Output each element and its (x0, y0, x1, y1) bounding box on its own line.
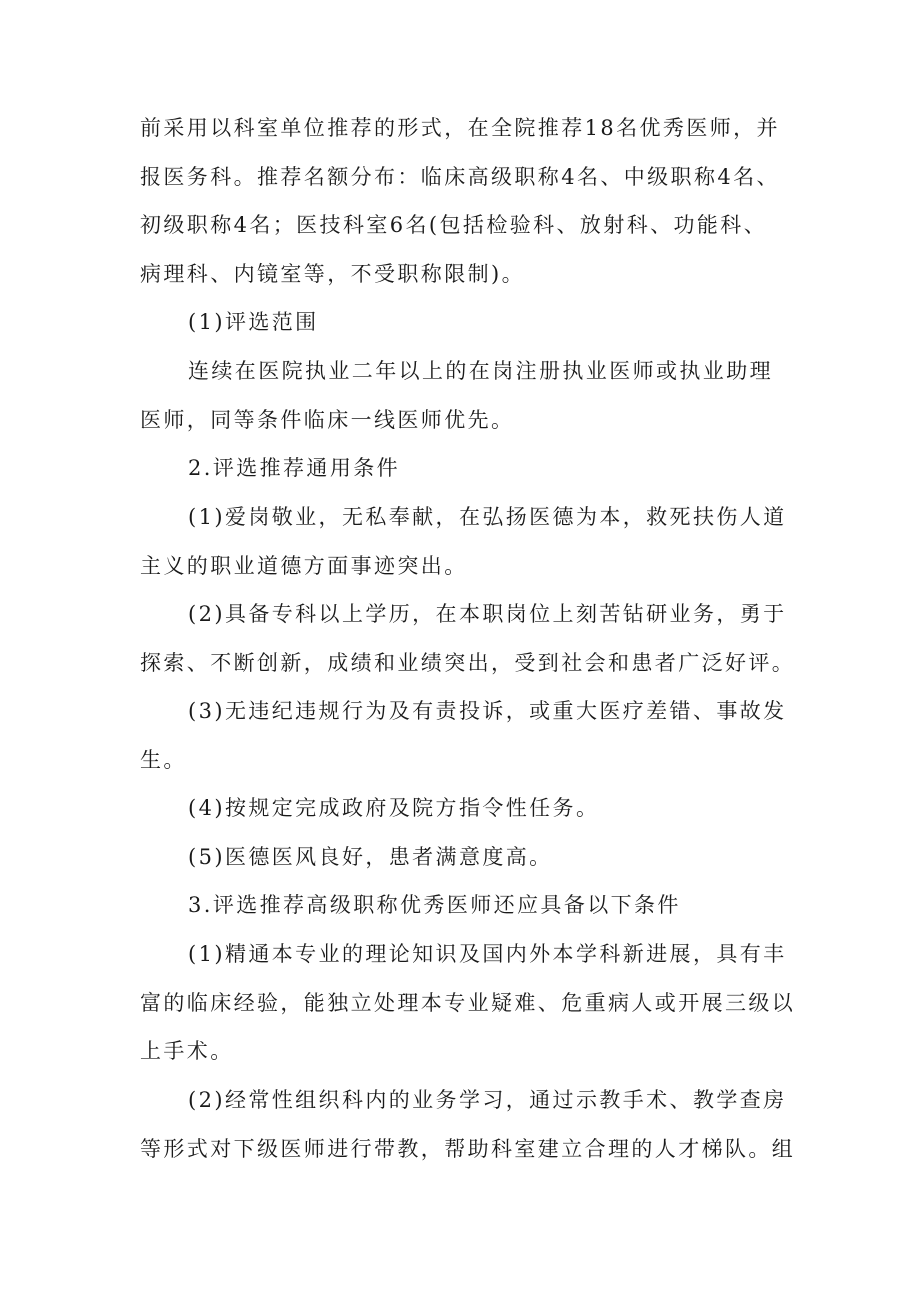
text-line: (2)经常性组织科内的业务学习，通过示教手术、教学查房 (188, 1088, 787, 1112)
text-line: 生。 (140, 747, 187, 772)
text-line: 连续在医院执业二年以上的在岗注册执业医师或执业助理 (188, 359, 773, 383)
text-line: 探索、不断创新，成绩和业绩突出，受到社会和患者广泛好评。 (140, 650, 796, 675)
text-line: 3.评选推荐高级职称优秀医师还应具备以下条件 (188, 893, 681, 917)
text-line: 病理科、内镜室等，不受职称限制)。 (140, 261, 525, 286)
paragraph-condition-4 (140, 784, 785, 833)
text-line: 报医务科。推荐名额分布：临床高级职称4名、中级职称4名、 (140, 164, 780, 189)
text-line: (3)无违纪违规行为及有责投诉，或重大医疗差错、事故发 (188, 699, 787, 723)
text-line: (4)按规定完成政府及院方指令性任务。 (188, 796, 600, 820)
paragraph-selection-scope (140, 347, 785, 444)
paragraph-senior-condition-2 (140, 1076, 796, 1173)
text-line: 主义的职业道德方面事迹突出。 (140, 553, 468, 578)
paragraph-senior-condition-1 (140, 930, 796, 1076)
text-line: 上手术。 (140, 1039, 234, 1063)
paragraph-recommendation-quota (140, 104, 785, 298)
heading-senior-conditions (140, 881, 785, 930)
heading-selection-scope (140, 298, 785, 347)
text-line: 前采用以科室单位推荐的形式，在全院推荐18名优秀医师，并 (140, 116, 780, 140)
text-line: 医师，同等条件临床一线医师优先。 (140, 407, 515, 432)
text-line: (1)爱岗敬业，无私奉献，在弘扬医德为本，救死扶伤人道 (188, 505, 787, 529)
text-line: 2.评选推荐通用条件 (188, 456, 401, 480)
text-line: (2)具备专科以上学历，在本职岗位上刻苦钻研业务，勇于 (188, 602, 787, 626)
paragraph-condition-5 (140, 833, 785, 882)
text-line: (1)精通本专业的理论知识及国内外本学科新进展，具有丰 (188, 942, 787, 966)
text-line: (1)评选范围 (188, 310, 319, 334)
text-line: 等形式对下级医师进行带教，帮助科室建立合理的人才梯队。组 (140, 1136, 796, 1161)
paragraph-condition-1 (140, 493, 785, 590)
heading-general-conditions (140, 444, 785, 493)
paragraph-condition-2 (140, 590, 796, 687)
text-line: 初级职称4名；医技科室6名(包括检验科、放射科、功能科、 (140, 213, 768, 237)
paragraph-condition-3 (140, 687, 785, 784)
text-line: 富的临床经验，能独立处理本专业疑难、危重病人或开展三级以 (140, 990, 796, 1015)
text-line: (5)医德医风良好，患者满意度高。 (188, 845, 553, 869)
